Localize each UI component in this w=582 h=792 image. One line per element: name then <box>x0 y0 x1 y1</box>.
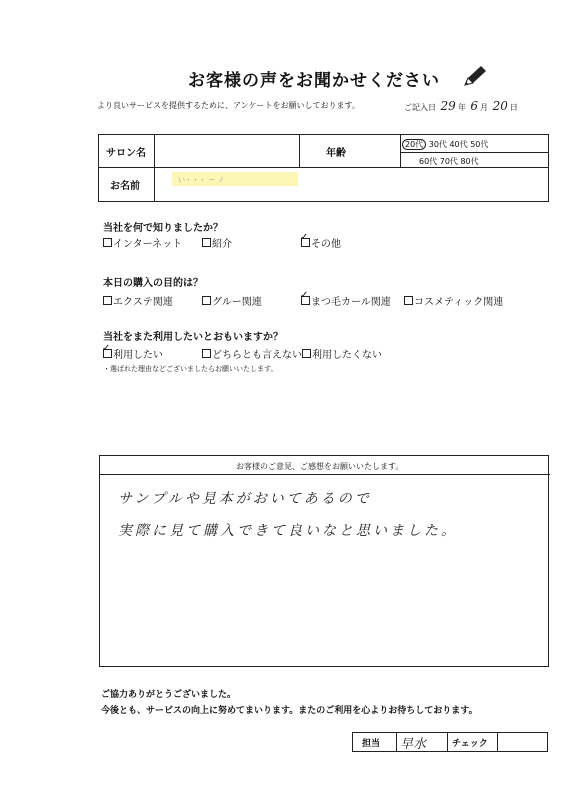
table-col-divider <box>299 134 300 167</box>
date-month-unit: 月 <box>480 103 489 112</box>
intro-text: より良いサービスを提供するために、アンケートをお願いしております。 <box>97 101 360 110</box>
page-title: お客様の声をお聞かせください <box>188 71 440 91</box>
name-label: お名前 <box>110 181 140 192</box>
table-col-divider <box>400 134 401 167</box>
age-options-row2 <box>419 156 479 167</box>
checkbox-icon[interactable] <box>404 296 413 305</box>
checkbox-icon[interactable] <box>302 349 311 358</box>
checkbox-checked-icon[interactable] <box>300 232 310 247</box>
q1-option-referral[interactable]: 紹介 <box>202 235 232 250</box>
age-option-70s[interactable]: 70代 <box>439 157 458 166</box>
date-month[interactable]: 6 <box>470 99 479 113</box>
checkbox-icon[interactable] <box>202 296 211 305</box>
checkbox-icon[interactable] <box>202 238 211 247</box>
q1-option-internet[interactable]: インターネット <box>103 235 182 250</box>
age-options-row1 <box>402 139 488 150</box>
feedback-line-2: 実際に見て購入できて良いなと思いました。 <box>118 523 458 539</box>
q3-option-neutral[interactable]: どちらとも言えない <box>202 346 302 361</box>
staff-divider <box>396 732 397 752</box>
check-field[interactable] <box>500 734 544 750</box>
q3-note: ・選ばれた理由などございましたらお願いいたします。 <box>103 365 278 373</box>
staff-label: 担当 <box>362 739 381 749</box>
date-year-unit: 年 <box>457 103 466 112</box>
age-row-divider <box>400 152 549 153</box>
q3-option-yes[interactable]: ✓ 利用したい <box>102 343 163 361</box>
name-field[interactable]: い・・・ ー ノ <box>178 176 225 184</box>
checkmark-icon: ✓ <box>300 290 309 301</box>
pen-icon <box>462 64 488 88</box>
thanks-line-1: ご協力ありがとうございました。 <box>101 690 237 700</box>
q3-question: 当社をまた利用したいとおもいますか？ <box>103 332 283 343</box>
staff-divider <box>447 732 448 752</box>
staff-divider <box>497 732 498 752</box>
age-option-30s[interactable]: 30代 <box>428 140 447 149</box>
date-day-unit: 日 <box>509 103 518 112</box>
age-option-60s[interactable]: 60代 <box>419 157 438 166</box>
q1-question: 当社を何で知りましたか？ <box>103 223 223 234</box>
date-label: ご記入日 <box>404 103 436 112</box>
staff-name[interactable]: 早水 <box>400 737 427 752</box>
age-label: 年齢 <box>326 148 346 159</box>
date-year[interactable]: 29 <box>440 99 456 113</box>
q2-option-glue[interactable]: グルー関連 <box>202 293 262 308</box>
date-day[interactable]: 20 <box>492 99 508 113</box>
q2-option-cosmetic[interactable]: コスメティック関連 <box>404 293 503 308</box>
q2-question: 本日の購入の目的は？ <box>103 278 203 289</box>
feedback-heading: お客様のご意見、ご感想をお願いいたします。 <box>236 462 404 471</box>
age-option-40s[interactable]: 40代 <box>449 140 468 149</box>
q3-option-no[interactable]: 利用したくない <box>302 346 382 361</box>
q2-option-extension[interactable]: エクステ関連 <box>103 293 173 308</box>
q2-option-lash-curl[interactable]: ✓ まつ毛カール関連 <box>300 290 391 308</box>
checkbox-icon[interactable] <box>103 296 112 305</box>
thanks-line-2: 今後とも、サービスの向上に努めてまいります。またのご利用を心よりお待ちしております。 <box>101 706 478 716</box>
age-option-20s[interactable]: 20代 <box>402 139 426 150</box>
checkmark-icon: ✓ <box>102 343 111 354</box>
table-col-divider <box>154 134 155 202</box>
feedback-header-divider <box>99 474 550 475</box>
checkmark-icon: ✓ <box>300 232 309 243</box>
feedback-line-1: サンプルや見本がおいてあるので <box>118 491 372 507</box>
checkbox-icon[interactable] <box>202 349 211 358</box>
entry-date <box>404 99 518 113</box>
age-option-50s[interactable]: 50代 <box>470 140 489 149</box>
table-row-divider <box>98 167 549 168</box>
checkbox-checked-icon[interactable] <box>300 290 310 305</box>
feedback-box[interactable] <box>99 455 549 667</box>
q1-option-other[interactable]: ✓ その他 <box>300 232 341 250</box>
check-label: チェック <box>452 739 488 749</box>
salon-label: サロン名 <box>106 148 146 159</box>
salon-field[interactable] <box>160 140 294 162</box>
checkbox-checked-icon[interactable] <box>102 343 112 358</box>
age-option-80s[interactable]: 80代 <box>460 157 479 166</box>
checkbox-icon[interactable] <box>103 238 112 247</box>
